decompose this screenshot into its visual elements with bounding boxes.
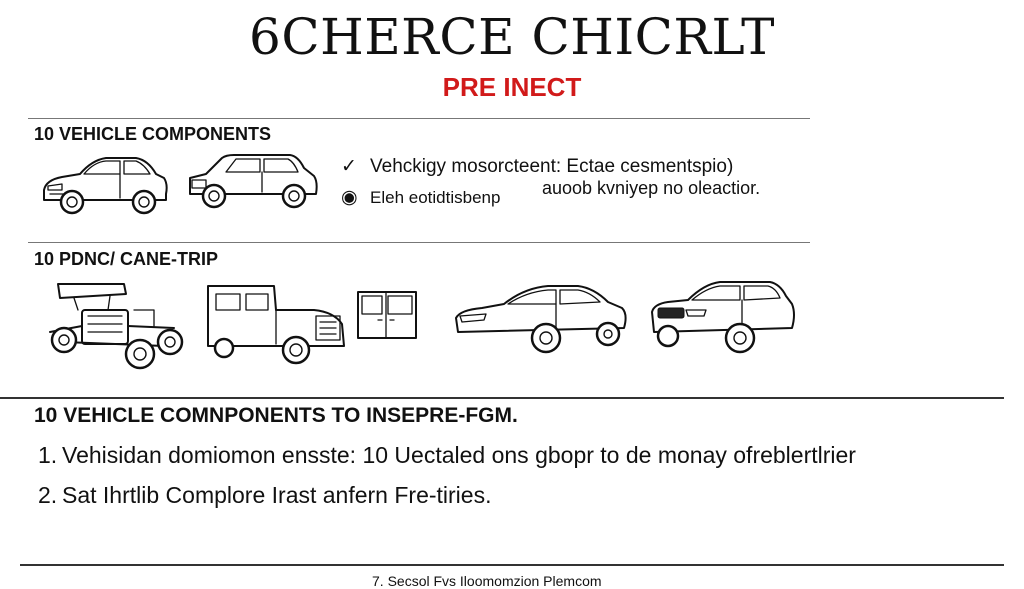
sedan-illustration [452, 280, 632, 360]
van-door-illustration [352, 288, 422, 344]
step-text: Sat Ihrtlib Complore Irast anfern Fre-tiries. [62, 482, 492, 508]
page-title: 6CHERCE CHICRLT [249, 8, 775, 66]
circle-check-icon[interactable]: ✓ [341, 156, 357, 177]
footer-text: 7. Secsol Fvs Iloomomzion Plemcom [372, 573, 602, 589]
section-heading-inspect: 10 VEHICLE COMNPONENTS TO INSEPRE-FGM. [34, 404, 518, 427]
divider [0, 397, 1004, 399]
page-subtitle: PRE INECT [442, 72, 582, 102]
section-heading-pretrip: 10 PDNC/ CANE-TRIP [34, 249, 219, 269]
sedan-illustration [40, 150, 172, 222]
truck-illustration [204, 280, 350, 368]
divider [28, 118, 810, 119]
suv-illustration [186, 150, 322, 216]
radio-selected-icon[interactable]: ◉ [341, 187, 358, 208]
option-label: Eleh eotidtisbenp [370, 188, 501, 207]
step-number: 2. [38, 482, 58, 508]
divider [28, 242, 810, 243]
kart-illustration [44, 280, 190, 372]
option-label: Vehckigy mosorcteent: Ectae cesmentspio) [370, 156, 734, 177]
section-heading-components: 10 VEHICLE COMPONENTS [34, 124, 272, 144]
step-number: 1. [38, 442, 58, 468]
suv-illustration [648, 278, 798, 360]
divider [20, 564, 1004, 566]
step-text: Vehisidan domiomon ensste: 10 Uectaled ons gbopr to de monay ofreblertlrier [62, 442, 856, 468]
option-label-cont: auoob kvniyep no oleactior. [542, 178, 761, 198]
